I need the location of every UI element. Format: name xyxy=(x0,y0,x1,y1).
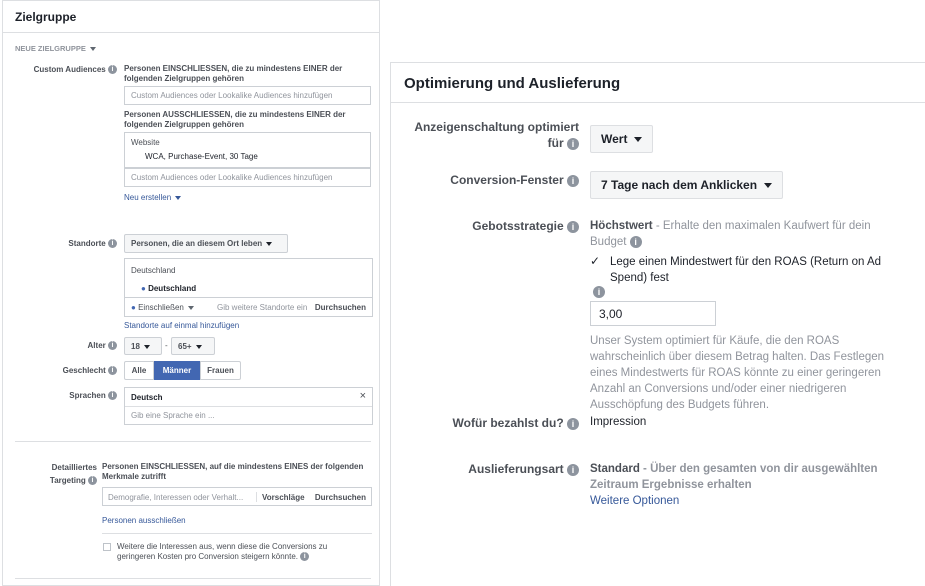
include-audiences-text: Personen EINSCHLIESSEN, die zu mindestens EINER der folgenden Zielgruppen gehören xyxy=(124,64,343,83)
delivery-type-label-text: Auslieferungsart xyxy=(468,462,564,476)
excluded-audience-group xyxy=(124,132,371,168)
language-chip: Deutsch xyxy=(131,393,163,402)
targeting-title: Zielgruppe xyxy=(3,1,379,33)
languages-field xyxy=(124,387,373,425)
age-max-dropdown[interactable] xyxy=(171,337,215,355)
languages-label xyxy=(13,391,117,400)
location-search-input[interactable]: Gib weitere Standorte ein xyxy=(217,303,308,312)
pin-icon: ● xyxy=(141,284,146,293)
chevron-down-icon xyxy=(764,183,772,188)
optimization-title: Optimierung und Auslieferung xyxy=(391,63,925,103)
conversion-window-label-text: Conversion-Fenster xyxy=(450,173,564,187)
location-type-dropdown[interactable] xyxy=(124,234,288,253)
roas-checkbox-label-line1: Lege einen Mindestwert für den ROAS (Return on Ad xyxy=(610,256,882,268)
exclude-audiences-text: Personen AUSSCHLIESSEN, die zu mindestens EINER der folgenden Zielgruppen gehören xyxy=(124,110,346,129)
roas-info xyxy=(593,283,605,301)
pin-icon: ● xyxy=(131,303,136,312)
expansion-text-label: Weitere die Interessen aus, wenn diese die Conversions zu geringeren Kosten pro Conversion steigern könnte. xyxy=(117,542,328,561)
create-new-link[interactable] xyxy=(124,193,181,202)
chevron-down-icon xyxy=(266,242,272,246)
age-label xyxy=(13,341,117,350)
detailed-targeting-label-line2: Targeting xyxy=(49,476,86,485)
chevron-down-icon xyxy=(90,47,96,51)
gender-men-button[interactable]: Männer xyxy=(154,361,200,380)
info-icon[interactable]: i xyxy=(567,221,579,233)
detailed-search-button[interactable]: Durchsuchen xyxy=(314,493,366,502)
age-label-text: Alter xyxy=(87,341,106,350)
info-icon[interactable]: i xyxy=(593,286,605,298)
delivery-type-value xyxy=(590,461,890,509)
roas-value-input[interactable]: 3,00 xyxy=(590,301,716,326)
chevron-down-icon xyxy=(196,345,202,349)
info-icon[interactable]: i xyxy=(567,464,579,476)
gender-label xyxy=(13,366,117,375)
roas-help-line: wahrscheinlich über diesem Betrag halten. Das Festlegen xyxy=(590,351,885,363)
age-separator: - xyxy=(165,341,168,350)
expansion-text xyxy=(117,542,352,562)
delivery-type-desc-line2: Zeitraum Ergebnisse erhalten xyxy=(590,479,752,491)
info-icon[interactable]: i xyxy=(567,138,579,150)
more-options-link[interactable]: Weitere Optionen xyxy=(590,495,680,507)
optimization-goal-value: Wert xyxy=(601,132,628,146)
roas-help-line: Ausschöpfung des Budgets führen. xyxy=(590,399,770,411)
location-item[interactable] xyxy=(141,284,196,293)
info-icon[interactable]: i xyxy=(108,366,117,375)
roas-checkbox-label-line2: Spend) fest xyxy=(610,272,669,284)
custom-audiences-label-text: Custom Audiences xyxy=(33,65,106,74)
info-icon[interactable]: i xyxy=(88,476,97,485)
roas-checkbox[interactable]: ✓ xyxy=(590,254,601,268)
billing-label xyxy=(401,416,579,430)
optimization-goal-label-line1: Anzeigenschaltung optimiert xyxy=(414,120,579,134)
divider xyxy=(125,406,372,407)
conversion-window-label xyxy=(401,173,579,187)
location-group-title: Deutschland xyxy=(131,266,176,275)
detailed-search-input[interactable]: Demografie, Interessen oder Verhalt... xyxy=(108,493,244,502)
gender-label-text: Geschlecht xyxy=(62,366,106,375)
age-min-dropdown[interactable] xyxy=(124,337,162,355)
location-type-label: Personen, die an diesem Ort leben xyxy=(131,239,263,248)
conversion-window-value: 7 Tage nach dem Anklicken xyxy=(601,178,758,192)
detailed-include-text: Personen EINSCHLIESSEN, auf die mindestens EINES der folgenden Merkmale zutrifft xyxy=(102,462,364,481)
roas-help-line: Unser System optimiert für Käufe, die den ROAS xyxy=(590,335,840,347)
roas-help-text xyxy=(590,333,890,413)
delivery-type-label xyxy=(401,462,579,476)
detailed-targeting-label xyxy=(13,461,97,487)
gender-selector xyxy=(124,361,241,380)
create-new-label: Neu erstellen xyxy=(124,193,172,202)
targeting-panel xyxy=(2,0,380,586)
info-icon[interactable]: i xyxy=(567,418,579,430)
age-max-label: 65+ xyxy=(178,342,192,351)
exclude-audiences-input[interactable]: Custom Audiences oder Lookalike Audiences hinzufügen xyxy=(124,168,371,187)
locations-label xyxy=(13,239,117,248)
location-list xyxy=(124,258,373,298)
chevron-down-icon xyxy=(175,196,181,200)
section-divider xyxy=(15,578,371,579)
suggestions-button[interactable]: Vorschläge xyxy=(262,493,305,502)
section-divider xyxy=(102,533,372,534)
custom-audiences-label xyxy=(13,65,117,74)
bid-strategy-desc-line2: Budget xyxy=(590,236,627,248)
language-input[interactable]: Gib eine Sprache ein ... xyxy=(131,411,215,420)
chevron-down-icon xyxy=(144,345,150,349)
detailed-targeting-label-line1: Detailliertes xyxy=(51,463,97,472)
include-toggle-label: Einschließen xyxy=(138,303,184,312)
info-icon[interactable]: i xyxy=(108,65,117,74)
info-icon[interactable]: i xyxy=(300,552,309,561)
include-audiences-input[interactable]: Custom Audiences oder Lookalike Audiences hinzufügen xyxy=(124,86,371,105)
gender-all-button[interactable]: Alle xyxy=(124,361,154,380)
new-audience-label: NEUE ZIELGRUPPE xyxy=(15,44,86,53)
locations-label-text: Standorte xyxy=(68,239,106,248)
chevron-down-icon xyxy=(188,306,194,310)
roas-help-line: eines Mindestwerts für ROAS könnte zu einer geringeren xyxy=(590,367,881,379)
optimization-goal-label-line2: für xyxy=(547,136,564,150)
new-audience-dropdown[interactable] xyxy=(15,44,96,53)
billing-value: Impression xyxy=(590,416,647,428)
info-icon[interactable]: i xyxy=(108,239,117,248)
optimization-goal-dropdown[interactable] xyxy=(590,125,653,153)
clear-language-icon[interactable]: × xyxy=(359,390,366,402)
bid-strategy-value[interactable] xyxy=(590,218,890,250)
bulk-add-locations-link[interactable]: Standorte auf einmal hinzufügen xyxy=(124,321,240,330)
conversion-window-dropdown[interactable] xyxy=(590,171,783,199)
languages-label-text: Sprachen xyxy=(69,391,106,400)
bid-strategy-desc-line1: - Erhalte den maximalen Kaufwert für dein xyxy=(652,220,871,232)
optimization-panel xyxy=(390,62,925,586)
info-icon[interactable]: i xyxy=(567,175,579,187)
audience-group-item[interactable]: WCA, Purchase-Event, 30 Tage xyxy=(145,152,258,161)
exclude-people-link[interactable]: Personen ausschließen xyxy=(102,516,186,525)
bid-strategy-name: Höchstwert xyxy=(590,220,653,232)
roas-checkbox-label xyxy=(610,254,900,286)
info-icon[interactable]: i xyxy=(108,391,117,400)
info-icon[interactable]: i xyxy=(108,341,117,350)
section-divider xyxy=(15,441,371,442)
bid-strategy-label xyxy=(401,219,579,233)
location-search-row xyxy=(124,298,373,317)
billing-label-text: Wofür bezahlst du? xyxy=(452,416,564,430)
expansion-checkbox[interactable] xyxy=(103,543,111,551)
optimization-goal-label xyxy=(401,119,579,151)
audience-group-title: Website xyxy=(131,138,160,147)
bid-strategy-label-text: Gebotsstrategie xyxy=(472,219,564,233)
delivery-type-name: Standard xyxy=(590,463,640,475)
detailed-search-row xyxy=(102,487,372,506)
chevron-down-icon xyxy=(634,137,642,142)
roas-help-line: Anzahl an Conversions und/oder einer niedrigeren xyxy=(590,383,847,395)
delivery-type-desc-line1: - Über den gesamten von dir ausgewählten xyxy=(639,463,878,475)
age-min-label: 18 xyxy=(131,342,140,351)
info-icon[interactable]: i xyxy=(630,236,642,248)
include-toggle[interactable] xyxy=(131,303,194,312)
divider xyxy=(256,492,257,502)
location-item-label: Deutschland xyxy=(148,284,197,293)
gender-women-button[interactable]: Frauen xyxy=(200,361,241,380)
location-search-button[interactable]: Durchsuchen xyxy=(314,303,366,312)
